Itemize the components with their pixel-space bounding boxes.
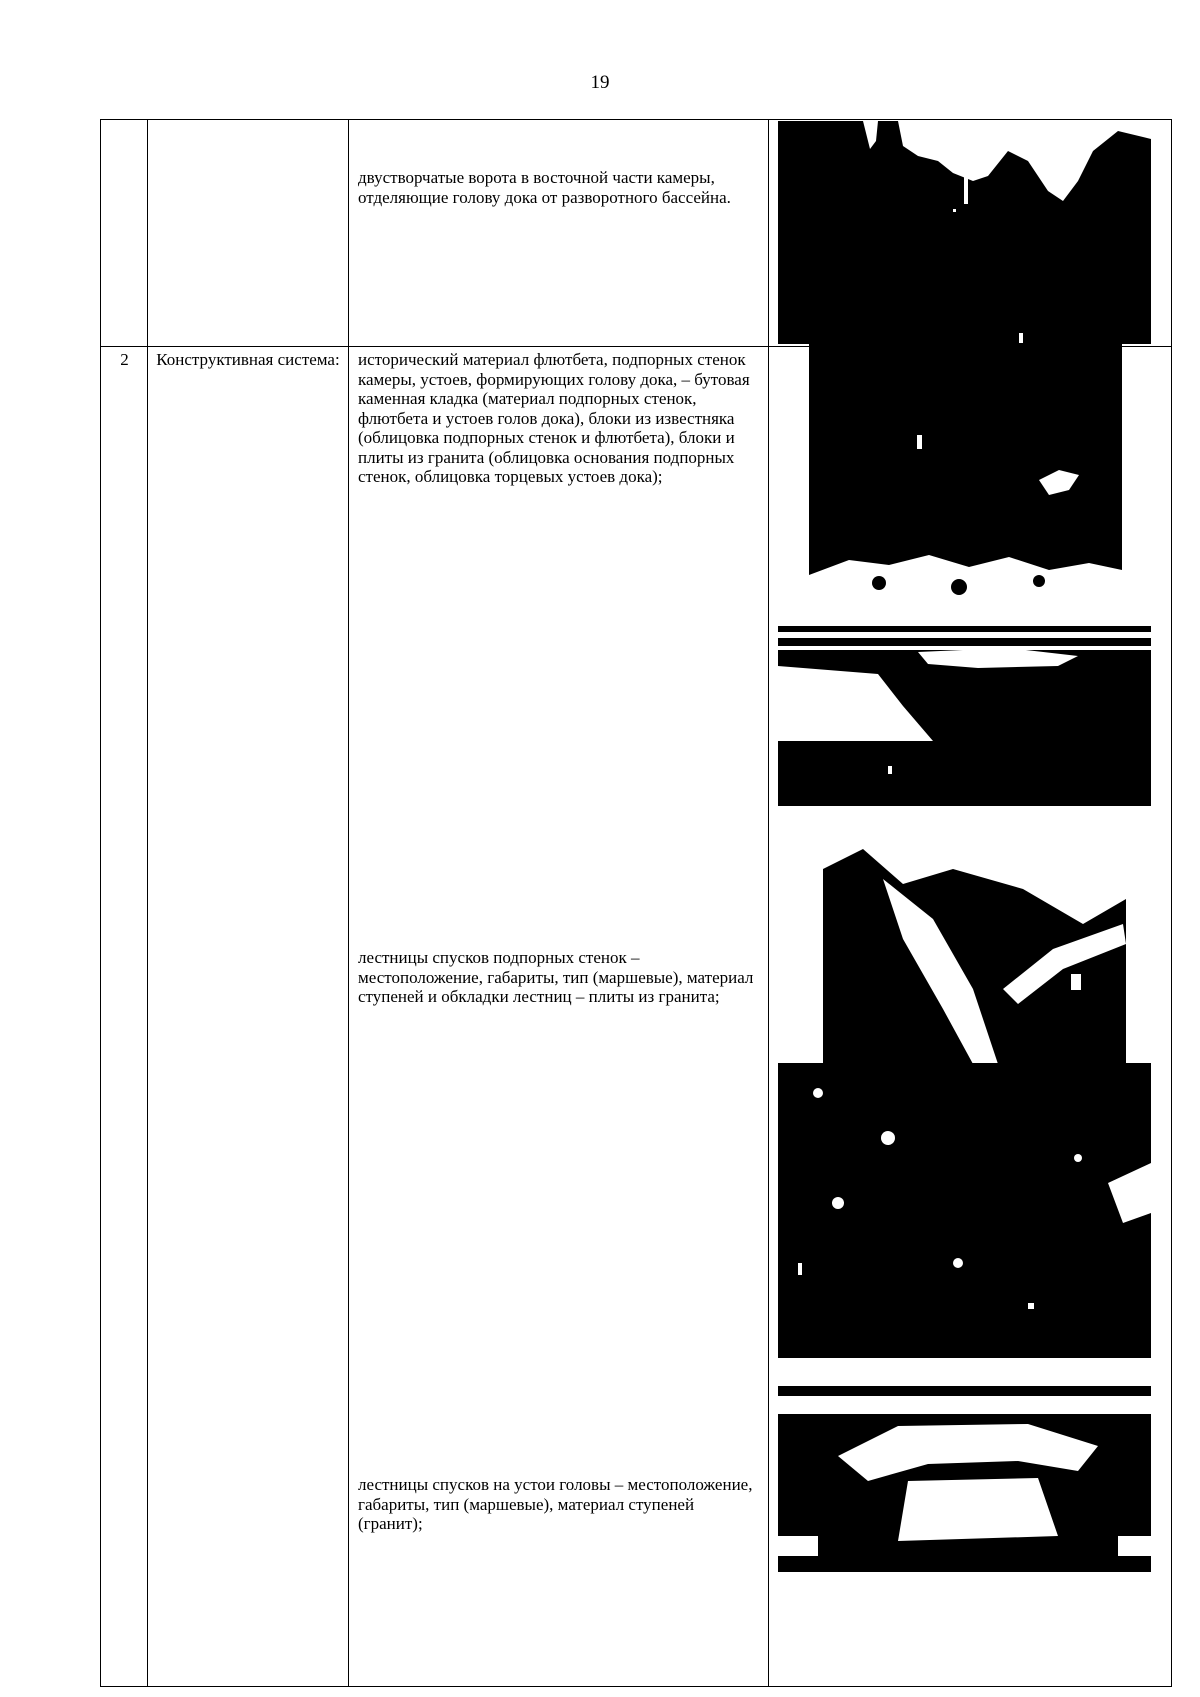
photo-stairs-retaining-wall xyxy=(823,829,1126,1064)
row2-entry1-text: исторический материал флютбета, подпорных стенок камеры, устоев, формирующих голову дока, – бутовая каменная кладка (материал подпорных стенок, флютбета и устоев голов дока), блоки из известняка (облицовка подпорных стенок и флютбета), блоки и плиты из гранита (облицовка основания подпорных стенок, облицовка торцевых устоев дока); xyxy=(358,350,750,486)
column-divider xyxy=(348,120,349,1686)
row1-entry1-text: двустворчатые ворота в восточной части камеры, отделяющие голову дока от разворотного бассейна. xyxy=(358,168,731,207)
photo-retaining-wall xyxy=(809,325,1122,607)
column-divider xyxy=(768,120,769,1686)
row2-entry3-text: лестницы спусков на устои головы – местоположение, габариты, тип (маршевые), материал ступеней (гранит); xyxy=(358,1475,753,1533)
row2-number: 2 xyxy=(120,350,129,369)
heritage-table xyxy=(100,119,1172,1687)
photo-dock-gates xyxy=(778,121,1151,344)
photo-dock-chamber xyxy=(778,626,1151,806)
row2-entry2-text: лестницы спусков подпорных стенок – местоположение, габариты, тип (маршевые), материал ступеней и обкладки лестниц – плиты из гранита; xyxy=(358,948,754,1006)
photo-stairs-head-abutment xyxy=(778,1386,1151,1572)
row2-label: Конструктивная система: xyxy=(156,350,340,369)
photo-stairs-vegetation xyxy=(778,1063,1151,1358)
page-number: 19 xyxy=(590,72,610,93)
